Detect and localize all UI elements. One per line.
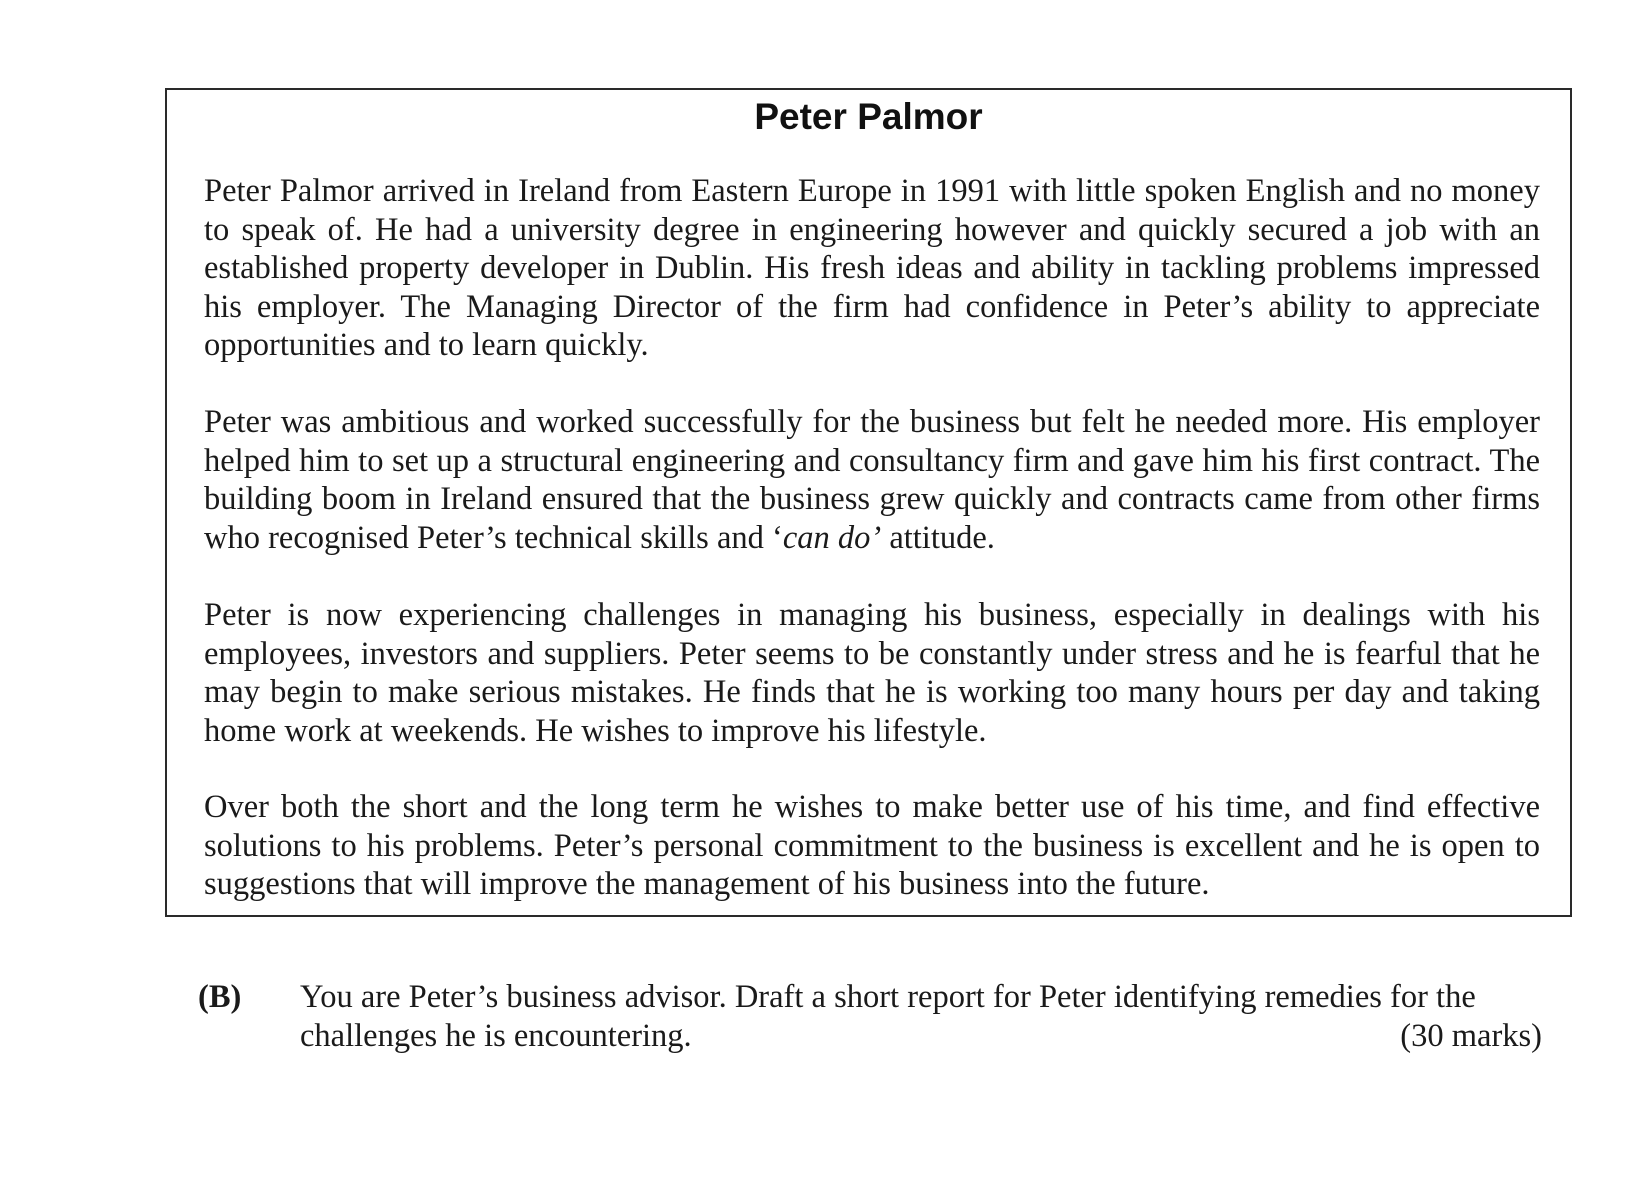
question-line-1: You are Peter’s business advisor. Draft a short report for Peter identifying remedies for the [300, 979, 1476, 1015]
question-label: (B) [198, 979, 242, 1015]
case-paragraph-3: Peter is now experiencing challenges in managing his business, especially in dealings with his employees, investors and suppliers. Peter seems to be constantly under stress and he is fearful that he may begin to make serious mistakes. He finds that he is working too many hours per day and taking home work at weekends. He wishes to improve his lifestyle. [204, 597, 1540, 749]
case-study-box [165, 88, 1572, 917]
case-paragraph-2-end: attitude. [881, 519, 995, 556]
case-paragraph-2-text: Peter was ambitious and worked successfully for the business but felt he needed more. His employer helped him to set up a structural engineering and consultancy firm and gave him his first contract. The building boom in Ireland ensured that the business grew quickly and contracts came from other firms who recognised Peter’s technical skills and ‘ [204, 404, 1540, 556]
question-line-2-row [300, 1017, 1542, 1056]
question-line-2: challenges he is encountering. [300, 1017, 692, 1054]
case-paragraph-1: Peter Palmor arrived in Ireland from Eastern Europe in 1991 with little spoken English and no money to speak of. He had a university degree in engineering however and quickly secured a job with an established property developer in Dublin. His fresh ideas and ability in tackling problems impressed his employer. The Managing Director of the firm had confidence in Peter’s ability to appreciate opportunities and to learn quickly. [204, 173, 1540, 363]
case-paragraph-2 [204, 403, 1540, 557]
case-study-title: Peter Palmor [754, 96, 983, 137]
question-text [300, 978, 1542, 1055]
case-paragraph-2-italic: can do’ [782, 519, 882, 556]
case-paragraph-4: Over both the short and the long term he wishes to make better use of his time, and find effective solutions to his problems. Peter’s personal commitment to the business is excellent and he is open to suggestions that will improve the management of his business into the future. [204, 789, 1540, 902]
question-marks: (30 marks) [1400, 1017, 1542, 1054]
